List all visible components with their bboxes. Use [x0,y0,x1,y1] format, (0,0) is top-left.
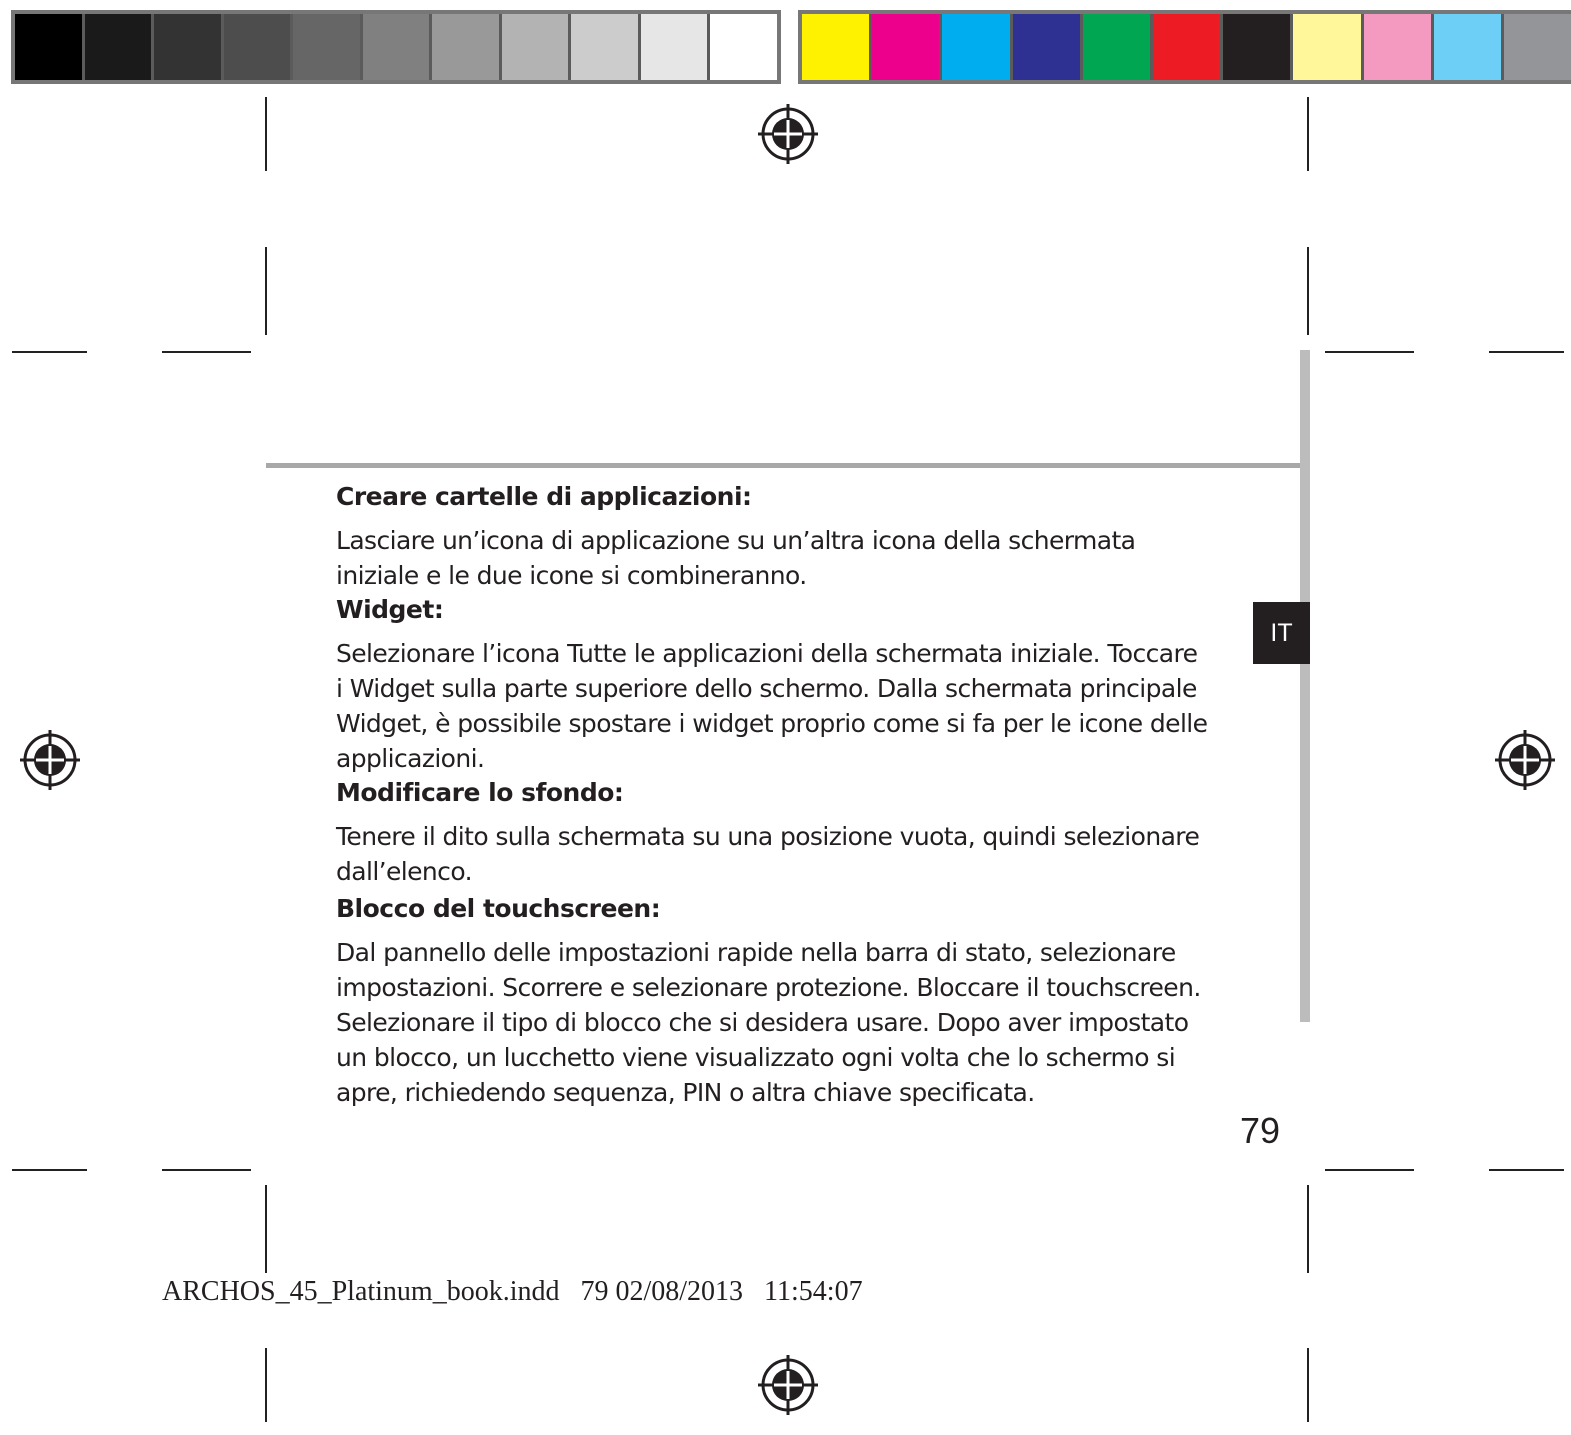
paragraph-line: Dal pannello delle impostazioni rapide nella barra di stato, selezionare [336,938,1176,967]
section-heading: Blocco del touchscreen: [336,894,661,923]
crop-mark [1307,1185,1309,1273]
crop-mark [12,1169,87,1171]
color-swatch [293,14,363,80]
crop-mark [162,1169,251,1171]
paragraph-line: iniziale e le due icone si combineranno. [336,561,807,590]
registration-mark-icon [1493,728,1557,792]
paragraph-line: Selezionare il tipo di blocco che si desidera usare. Dopo aver impostato [336,1008,1189,1037]
header-rule [266,463,1306,468]
color-calibration-bar [798,10,1571,84]
slug-date: 02/08/2013 [615,1276,744,1307]
paragraph-line: applicazioni. [336,744,485,773]
color-swatch [872,14,942,80]
registration-mark-icon [756,1353,820,1417]
crop-mark [265,97,267,171]
color-swatch [571,14,641,80]
crop-mark [1325,351,1414,353]
section-heading: Creare cartelle di applicazioni: [336,482,752,511]
color-swatch [1293,14,1363,80]
color-swatch [1013,14,1083,80]
paragraph-line: dall’elenco. [336,857,472,886]
section-heading: Widget: [336,595,444,624]
page-content [336,480,1256,1110]
color-swatch [85,14,155,80]
printer-slug [162,1276,863,1308]
paragraph-line: Widget, è possibile spostare i widget proprio come si fa per le icone delle [336,709,1208,738]
slug-filename: ARCHOS_45_Platinum_book.indd [162,1276,560,1307]
color-swatch [363,14,433,80]
color-swatch [641,14,711,80]
color-swatch [1504,14,1571,80]
section-heading: Modificare lo sfondo: [336,778,624,807]
color-swatch [710,14,777,80]
side-rule [1300,350,1310,1022]
color-swatch [1223,14,1293,80]
crop-mark [1325,1169,1414,1171]
paragraph-line: Lasciare un’icona di applicazione su un’altra icona della schermata [336,526,1136,555]
paragraph-line: Selezionare l’icona Tutte le applicazioni della schermata iniziale. Toccare [336,639,1198,668]
color-swatch [1434,14,1504,80]
color-swatch [942,14,1012,80]
paragraph-line: apre, richiedendo sequenza, PIN o altra chiave specificata. [336,1078,1035,1107]
color-swatch [432,14,502,80]
color-swatch [224,14,294,80]
color-swatch [154,14,224,80]
color-swatch [802,14,872,80]
color-swatch [502,14,572,80]
registration-mark-icon [18,728,82,792]
crop-mark [1489,1169,1564,1171]
grayscale-calibration-bar [11,10,781,84]
crop-mark [265,247,267,335]
paragraph-line: Tenere il dito sulla schermata su una posizione vuota, quindi selezionare [336,822,1200,851]
color-swatch [1364,14,1434,80]
slug-page: 79 [580,1276,609,1307]
crop-mark [1307,247,1309,335]
crop-mark [265,1348,267,1422]
registration-mark-icon [756,102,820,166]
color-swatch [15,14,85,80]
color-swatch [1153,14,1223,80]
color-swatch [1083,14,1153,80]
slug-time: 11:54:07 [764,1276,863,1307]
page-number: 79 [1240,1110,1281,1151]
crop-mark [1307,97,1309,171]
crop-mark [12,351,87,353]
crop-mark [162,351,251,353]
paragraph-line: un blocco, un lucchetto viene visualizzato ogni volta che lo schermo si [336,1043,1176,1072]
crop-mark [265,1185,267,1273]
paragraph-line: i Widget sulla parte superiore dello schermo. Dalla schermata principale [336,674,1197,703]
paragraph-line: impostazioni. Scorrere e selezionare protezione. Bloccare il touchscreen. [336,973,1201,1002]
language-tab: IT [1253,602,1310,664]
crop-mark [1489,351,1564,353]
crop-mark [1307,1348,1309,1422]
